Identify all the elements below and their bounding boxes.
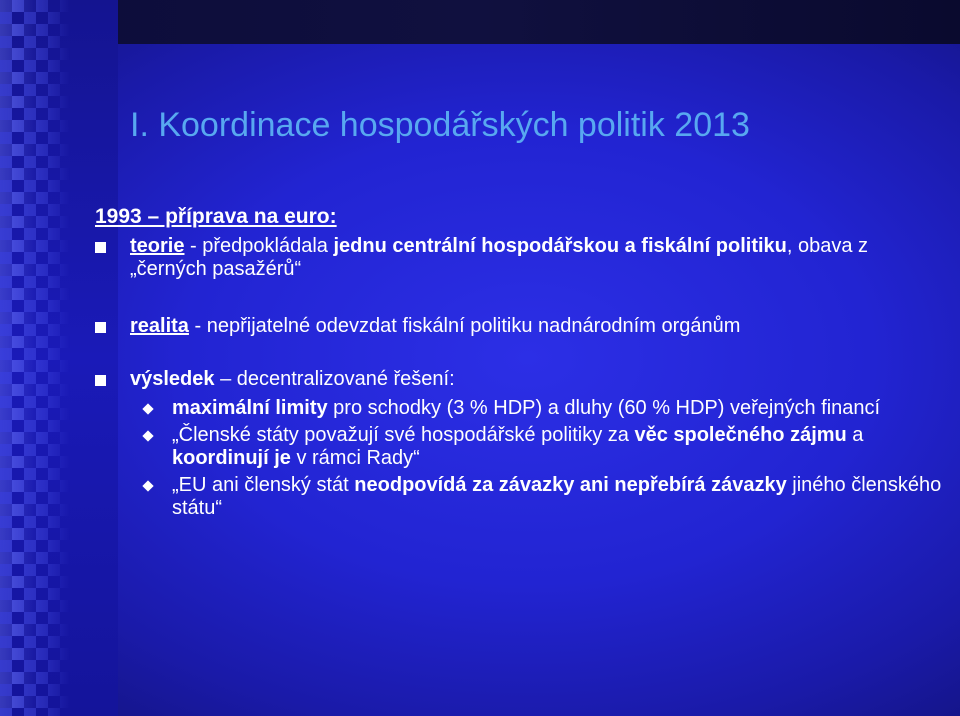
sub-bold: neodpovídá za závazky ani nepřebírá závazky (354, 474, 787, 496)
square-bullet-icon (95, 322, 106, 333)
subbullet-no-bailout (95, 474, 945, 520)
bullet-text: , obava z „černých pasažérů“ (130, 235, 869, 280)
sub-text: jiného členského státu“ (172, 474, 942, 519)
stripe-pattern (0, 0, 40, 716)
section-heading: 1993 – příprava na euro: (95, 205, 337, 228)
square-bullet-icon (95, 375, 106, 386)
subbullet-member-states (95, 424, 945, 470)
bullet-lead: teorie (130, 235, 185, 257)
slide-content (95, 205, 945, 520)
bullet-text: – decentralizované řešení: (214, 368, 455, 390)
sub-text: pro schodky (3 % HDP) a dluhy (60 % HDP) veřejných financí (327, 397, 881, 419)
bullet-bold: jednu centrální hospodářskou a fiskální politiku (333, 235, 787, 257)
diamond-bullet-icon (142, 403, 153, 414)
square-bullet-icon (95, 242, 106, 253)
bullet-sep: - (188, 315, 207, 337)
subbullet-limits (95, 397, 945, 420)
diamond-bullet-icon (142, 430, 153, 441)
sub-text: „EU ani členský stát (172, 474, 355, 496)
slide-title: I. Koordinace hospodářských politik 2013 (130, 106, 750, 144)
sub-text: a (846, 424, 864, 446)
bullet-text: nepřijatelné odevzdat fiskální politiku nadnárodním orgánům (206, 315, 741, 337)
bullet-vysledek (95, 368, 945, 391)
diamond-bullet-icon (142, 480, 153, 491)
bullet-sep: - (184, 235, 203, 257)
sub-text: v rámci Rady“ (290, 447, 420, 469)
sub-bold: věc společného zájmu (634, 424, 847, 446)
top-bar (0, 0, 960, 44)
sub-bold: koordinují je (172, 447, 291, 469)
bullet-teorie (95, 235, 945, 281)
bullet-lead: realita (130, 315, 189, 337)
bullet-lead: výsledek (130, 368, 215, 390)
sub-text: „Členské státy považují své hospodářské politiky za (172, 424, 635, 446)
bullet-text: předpokládala (202, 235, 334, 257)
sub-bold: maximální limity (172, 397, 328, 419)
bullet-realita (95, 315, 945, 338)
